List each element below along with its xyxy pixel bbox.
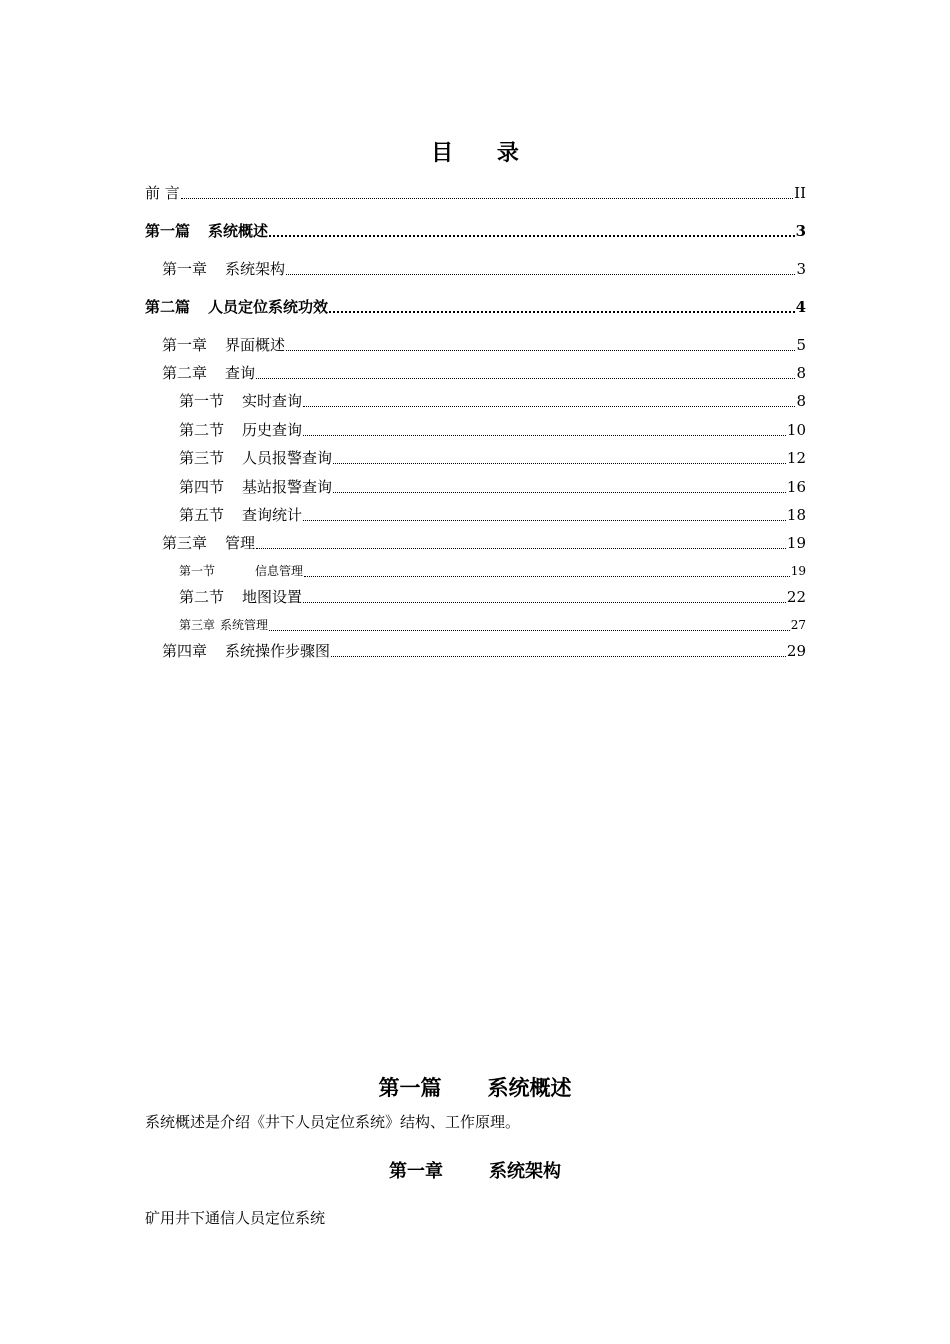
chapter-heading (0, 1157, 950, 1183)
toc-entry-label: 系统架构 (225, 260, 286, 278)
chapter-body-paragraph: 矿用井下通信人员定位系统 (145, 1209, 326, 1227)
toc-entry-label: 查询 (225, 364, 256, 382)
toc-entry-label: 系统概述 (208, 222, 269, 240)
toc-entry-leader-dots (331, 656, 786, 657)
toc-entry-leader-dots (269, 235, 795, 237)
part-number: 第一篇 (378, 1075, 442, 1100)
toc-entry-label: 系统操作步骤图 (225, 642, 331, 660)
toc-entry-label: 基站报警查询 (242, 478, 333, 496)
toc-entry[interactable] (179, 505, 806, 525)
toc-entry[interactable] (179, 477, 806, 497)
toc-entry-page-number: 3 (796, 260, 806, 278)
toc-entry-page-number: 18 (786, 506, 806, 524)
toc-entry-leader-dots (303, 435, 786, 436)
toc-entry-number: 第一章 (162, 336, 208, 354)
toc-entry-number: 第二节 (179, 421, 225, 439)
toc-entry-leader-dots (286, 350, 795, 351)
chapter-title: 系统架构 (489, 1161, 561, 1182)
toc-entry-number: 第二篇 (145, 298, 191, 316)
toc-entry-leader-dots (304, 576, 790, 577)
toc-entry-page-number: 8 (796, 364, 806, 382)
toc-entry[interactable] (179, 615, 806, 635)
toc-entry[interactable] (145, 221, 806, 241)
toc-entry-page-number: 8 (796, 392, 806, 410)
toc-entry-leader-dots (256, 378, 795, 379)
toc-entry-label: 人员定位系统功效 (208, 298, 329, 316)
toc-entry[interactable] (179, 587, 806, 607)
toc-entry-leader-dots (269, 630, 790, 631)
toc-entry-label: 人员报警查询 (242, 449, 333, 467)
toc-entry-label: 系统管理 (220, 618, 269, 632)
toc-entry-number: 第一节 (179, 564, 216, 578)
toc-entry-page-number: 4 (795, 298, 806, 316)
toc-entry-label: 界面概述 (225, 336, 286, 354)
toc-title: 目 录 (431, 140, 537, 166)
part-heading (0, 1072, 950, 1102)
toc-entry-page-number: 10 (786, 421, 806, 439)
toc-entry-page-number: 19 (790, 564, 806, 578)
toc-entry[interactable] (179, 448, 806, 468)
toc-entry[interactable] (162, 533, 806, 553)
toc-entry[interactable] (162, 259, 806, 279)
part-intro-paragraph: 系统概述是介绍《井下人员定位系统》结构、工作原理。 (145, 1113, 521, 1131)
toc-entry-leader-dots (333, 463, 786, 464)
toc-entry-page-number: 5 (796, 336, 806, 354)
toc-entry-label: 查询统计 (242, 506, 303, 524)
toc-entry-label: 实时查询 (242, 392, 303, 410)
chapter-number: 第一章 (389, 1161, 443, 1182)
toc-entry-leader-dots (333, 492, 786, 493)
toc-entry-label: 地图设置 (242, 588, 303, 606)
toc-entry-number: 第三章 (179, 618, 216, 632)
toc-entry[interactable] (179, 391, 806, 411)
toc-entry-label: 信息管理 (255, 564, 304, 578)
toc-entry-page-number: 22 (786, 588, 806, 606)
toc-entry[interactable] (162, 641, 806, 661)
toc-entry-leader-dots (256, 548, 786, 549)
toc-entry-page-number: 19 (786, 534, 806, 552)
toc-entry-number: 第三节 (179, 449, 225, 467)
toc-entry[interactable] (145, 183, 806, 203)
toc-entry[interactable] (145, 297, 806, 317)
toc-entry-number: 第一节 (179, 392, 225, 410)
toc-entry[interactable] (162, 335, 806, 355)
toc-entry-page-number: 29 (786, 642, 806, 660)
toc-entry-leader-dots (181, 198, 793, 199)
toc-entry-number: 第三章 (162, 534, 208, 552)
toc-entry-leader-dots (329, 311, 795, 313)
toc-entry-page-number: 3 (795, 222, 806, 240)
toc-entry-number: 第一章 (162, 260, 208, 278)
toc-entry-number: 前 言 (145, 184, 180, 202)
toc-entry[interactable] (179, 561, 806, 581)
toc-entry-label: 历史查询 (242, 421, 303, 439)
toc-entry-number: 第四节 (179, 478, 225, 496)
toc-entry-number: 第五节 (179, 506, 225, 524)
toc-entry-leader-dots (303, 520, 786, 521)
toc-entry-page-number: II (794, 184, 806, 202)
toc-entry-leader-dots (286, 274, 795, 275)
toc-entry-label: 管理 (225, 534, 256, 552)
toc-entry[interactable] (162, 363, 806, 383)
toc-entry-number: 第一篇 (145, 222, 191, 240)
toc-entry-page-number: 16 (786, 478, 806, 496)
part-title: 系统概述 (487, 1075, 572, 1100)
toc-entry-page-number: 27 (790, 618, 806, 632)
toc-entry-number: 第四章 (162, 642, 208, 660)
toc-entry-page-number: 12 (786, 449, 806, 467)
toc-entry-leader-dots (303, 602, 786, 603)
toc-entry[interactable] (179, 420, 806, 440)
toc-entry-leader-dots (303, 406, 795, 407)
toc-entry-number: 第二节 (179, 588, 225, 606)
toc-entry-number: 第二章 (162, 364, 208, 382)
